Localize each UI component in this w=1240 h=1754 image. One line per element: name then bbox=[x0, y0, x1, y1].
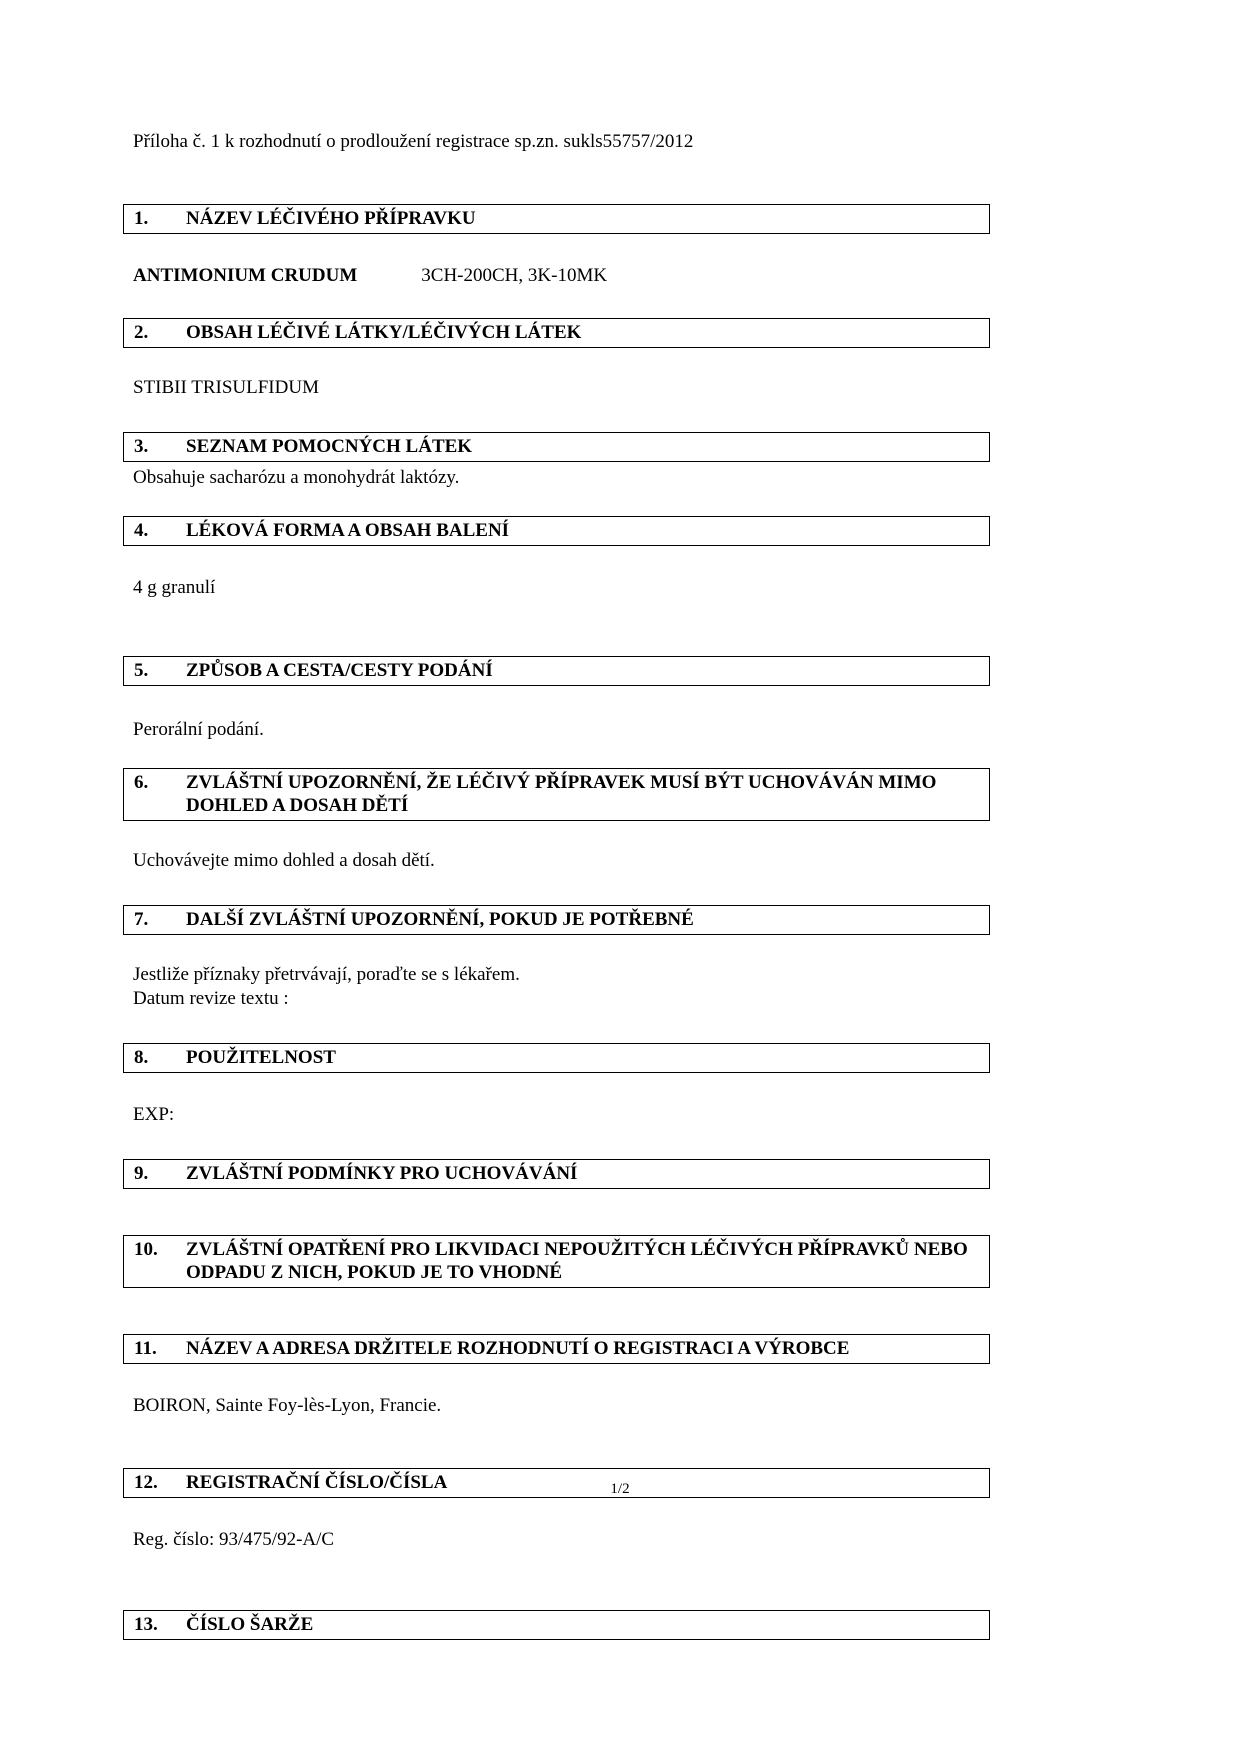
section-number: 3. bbox=[134, 436, 149, 457]
section-2-body: STIBII TRISULFIDUM bbox=[133, 377, 319, 398]
section-7-header bbox=[123, 905, 990, 935]
section-13-header bbox=[123, 1610, 990, 1640]
section-3-header bbox=[123, 432, 990, 462]
section-title: ZVLÁŠTNÍ OPATŘENÍ PRO LIKVIDACI NEPOUŽITÝCH LÉČIVÝCH PŘÍPRAVKŮ NEBO ODPADU Z NICH, POKUD JE TO VHODNÉ bbox=[186, 1239, 968, 1283]
section-number: 7. bbox=[134, 909, 149, 930]
section-11-header bbox=[123, 1334, 990, 1364]
section-title: ČÍSLO ŠARŽE bbox=[186, 1614, 314, 1635]
product-name: ANTIMONIUM CRUDUM bbox=[133, 265, 358, 286]
section-11-body: BOIRON, Sainte Foy-lès-Lyon, Francie. bbox=[133, 1395, 442, 1416]
section-number: 10. bbox=[134, 1239, 158, 1260]
section-12-body: Reg. číslo: 93/475/92-A/C bbox=[133, 1529, 335, 1550]
section-number: 6. bbox=[134, 772, 149, 793]
section-1-header bbox=[123, 204, 990, 234]
section-4-body: 4 g granulí bbox=[133, 577, 216, 598]
section-8-header bbox=[123, 1043, 990, 1073]
section-title: ZVLÁŠTNÍ PODMÍNKY PRO UCHOVÁVÁNÍ bbox=[186, 1163, 578, 1184]
section-title: NÁZEV LÉČIVÉHO PŘÍPRAVKU bbox=[186, 208, 476, 229]
section-title: SEZNAM POMOCNÝCH LÁTEK bbox=[186, 436, 473, 457]
section-1-body bbox=[123, 264, 990, 288]
section-8-body: EXP: bbox=[133, 1104, 175, 1125]
section-5-header bbox=[123, 656, 990, 686]
section-number: 5. bbox=[134, 660, 149, 681]
section-6-header bbox=[123, 768, 990, 821]
section-title: REGISTRAČNÍ ČÍSLO/ČÍSLA bbox=[186, 1472, 448, 1493]
section-title: DALŠÍ ZVLÁŠTNÍ UPOZORNĚNÍ, POKUD JE POTŘEBNÉ bbox=[186, 909, 694, 930]
section-3-body: Obsahuje sacharózu a monohydrát laktózy. bbox=[133, 467, 460, 488]
section-title: LÉKOVÁ FORMA A OBSAH BALENÍ bbox=[186, 520, 510, 541]
section-title: ZPŮSOB A CESTA/CESTY PODÁNÍ bbox=[186, 660, 493, 681]
section-number: 13. bbox=[134, 1614, 158, 1635]
document-header-line: Příloha č. 1 k rozhodnutí o prodloužení registrace sp.zn. sukls55757/2012 bbox=[133, 131, 694, 152]
section-6-body: Uchovávejte mimo dohled a dosah dětí. bbox=[133, 850, 435, 871]
product-dilution: 3CH-200CH, 3K-10MK bbox=[421, 265, 608, 286]
section-10-header bbox=[123, 1235, 990, 1288]
section-2-header bbox=[123, 318, 990, 348]
section-7-body-line-1: Jestliže příznaky přetrvávají, poraďte se s lékařem. bbox=[133, 964, 520, 985]
page-number: 1/2 bbox=[610, 1481, 630, 1497]
document-content bbox=[123, 130, 990, 1640]
section-title: POUŽITELNOST bbox=[186, 1047, 336, 1068]
section-7-body-line-2: Datum revize textu : bbox=[133, 988, 289, 1009]
section-number: 2. bbox=[134, 322, 149, 343]
section-number: 4. bbox=[134, 520, 149, 541]
section-4-header bbox=[123, 516, 990, 546]
section-number: 11. bbox=[134, 1338, 157, 1359]
section-title: NÁZEV A ADRESA DRŽITELE ROZHODNUTÍ O REGISTRACI A VÝROBCE bbox=[186, 1338, 850, 1359]
section-9-header bbox=[123, 1159, 990, 1189]
section-number: 12. bbox=[134, 1472, 158, 1493]
section-title: OBSAH LÉČIVÉ LÁTKY/LÉČIVÝCH LÁTEK bbox=[186, 322, 582, 343]
section-5-body: Perorální podání. bbox=[133, 719, 264, 740]
section-number: 8. bbox=[134, 1047, 149, 1068]
section-title: ZVLÁŠTNÍ UPOZORNĚNÍ, ŽE LÉČIVÝ PŘÍPRAVEK MUSÍ BÝT UCHOVÁVÁN MIMO DOHLED A DOSAH DĚTÍ bbox=[186, 772, 937, 816]
section-number: 1. bbox=[134, 208, 149, 229]
section-number: 9. bbox=[134, 1163, 149, 1184]
